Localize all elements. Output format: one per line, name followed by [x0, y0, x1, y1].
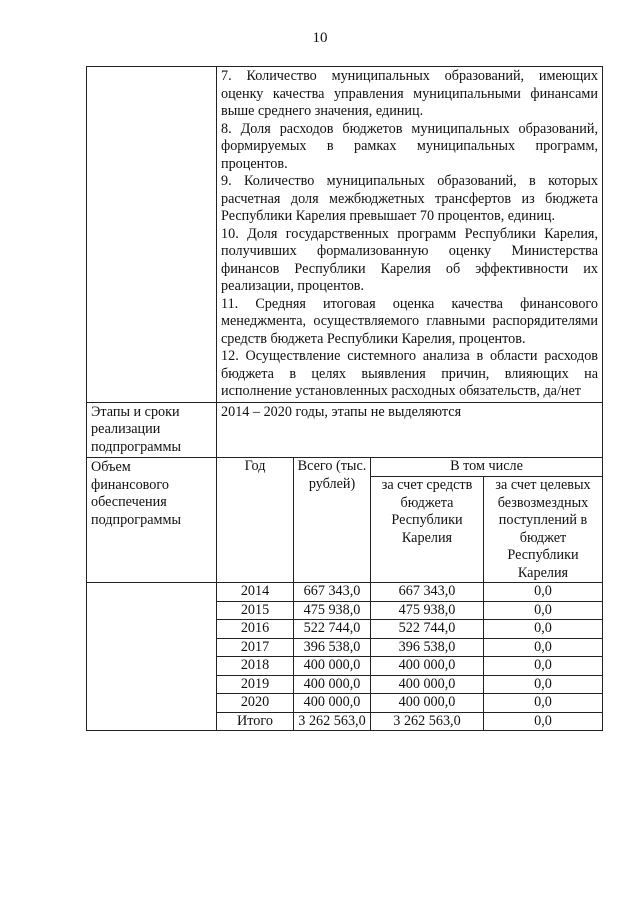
transfers-cell: 0,0: [484, 601, 603, 620]
including-header: В том числе: [371, 458, 603, 477]
total-label-cell: Итого: [217, 712, 294, 730]
table-row: [217, 694, 602, 713]
indicator-11: 11. Средняя итоговая оценка качества финансового менеджмента, осуществляемого главными распорядителями средств бюджета Республики Карелия, процентов.: [221, 295, 598, 347]
year-cell: 2018: [217, 657, 294, 676]
total-row: [217, 712, 602, 730]
year-cell: 2016: [217, 620, 294, 639]
financing-empty-cell: [87, 583, 217, 731]
total-cell: 522 744,0: [294, 620, 371, 639]
table-row: [217, 620, 602, 639]
stages-row: [87, 402, 603, 458]
year-column-header: Год: [217, 458, 294, 582]
table-row: [217, 657, 602, 676]
table-row: [217, 675, 602, 694]
indicator-10: 10. Доля государственных программ Республики Карелия, получивших формализованную оценку Министерства финансов Республики Карелия об эффективности их реализации, процентов.: [221, 225, 598, 294]
total-cell: 396 538,0: [294, 638, 371, 657]
budget-cell: 475 938,0: [371, 601, 484, 620]
total-cell: 667 343,0: [294, 583, 371, 601]
subprogram-passport-table: [86, 66, 603, 731]
financing-data-cell: [217, 583, 603, 731]
financing-data-row: [87, 583, 603, 731]
financing-header-cell: [217, 458, 603, 583]
stages-value: 2014 – 2020 годы, этапы не выделяются: [217, 402, 603, 458]
indicators-cell: [217, 67, 603, 403]
budget-cell: 396 538,0: [371, 638, 484, 657]
year-cell: 2015: [217, 601, 294, 620]
financing-header-table: [217, 458, 602, 582]
indicator-7: 7. Количество муниципальных образований, имеющих оценку качества управления муниципальными финансами выше среднего значения, единиц.: [221, 68, 598, 119]
indicator-9: 9. Количество муниципальных образований, в которых расчетная доля межбюджетных трансфертов из бюджета Республики Карелия превышает 70 процентов, единиц.: [221, 173, 598, 224]
indicator-8: 8. Доля расходов бюджетов муниципальных образований, формируемых в рамках муниципальных программ, процентов.: [221, 120, 598, 172]
financing-data-table: [217, 583, 602, 730]
transfers-column-header: за счет целевых безвозмездных поступлений в бюджет Республики Карелия: [484, 477, 603, 583]
budget-cell: 3 262 563,0: [371, 712, 484, 730]
budget-cell: 400 000,0: [371, 694, 484, 713]
indicator-12: 12. Осуществление системного анализа в области расходов бюджета в целях выявления причин, влияющих на исполнение установленных расходных обязательств, да/нет: [221, 348, 598, 399]
stages-label: Этапы и сроки реализации подпрограммы: [87, 402, 217, 458]
total-cell: 475 938,0: [294, 601, 371, 620]
table-row: [217, 601, 602, 620]
transfers-cell: 0,0: [484, 712, 603, 730]
transfers-cell: 0,0: [484, 638, 603, 657]
budget-cell: 667 343,0: [371, 583, 484, 601]
budget-cell: 522 744,0: [371, 620, 484, 639]
financing-label: Объем финансового обеспечения подпрограммы: [87, 458, 217, 583]
transfers-cell: 0,0: [484, 694, 603, 713]
transfers-cell: 0,0: [484, 583, 603, 601]
budget-cell: 400 000,0: [371, 675, 484, 694]
indicators-row: [87, 67, 603, 403]
total-cell: 400 000,0: [294, 675, 371, 694]
year-cell: 2019: [217, 675, 294, 694]
total-column-header: Всего (тыс. рублей): [294, 458, 371, 582]
total-cell: 400 000,0: [294, 657, 371, 676]
indicators-label-cell: [87, 67, 217, 403]
transfers-cell: 0,0: [484, 675, 603, 694]
table-row: [217, 583, 602, 601]
budget-column-header: за счет средств бюджета Республики Карелия: [371, 477, 484, 583]
transfers-cell: 0,0: [484, 657, 603, 676]
year-cell: 2020: [217, 694, 294, 713]
budget-cell: 400 000,0: [371, 657, 484, 676]
financing-row: [87, 458, 603, 583]
total-cell: 400 000,0: [294, 694, 371, 713]
transfers-cell: 0,0: [484, 620, 603, 639]
total-cell: 3 262 563,0: [294, 712, 371, 730]
page-number: 10: [312, 30, 328, 46]
year-cell: 2014: [217, 583, 294, 601]
year-cell: 2017: [217, 638, 294, 657]
table-row: [217, 638, 602, 657]
